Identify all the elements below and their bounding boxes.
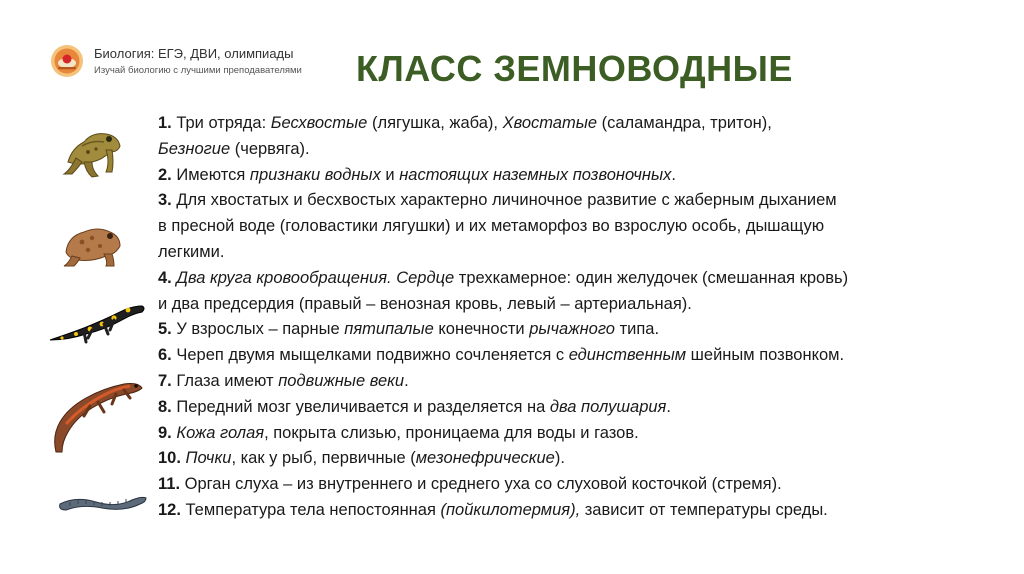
fact-item-continuation: [158, 240, 1008, 266]
brand-text: [94, 46, 302, 77]
fact-emphasis: Безногие: [158, 139, 231, 158]
caecilian-icon: [56, 486, 148, 516]
fact-number: 1.: [158, 114, 172, 132]
fact-item: [158, 421, 1008, 447]
fact-item: [158, 395, 1008, 421]
fact-text: типа.: [614, 320, 660, 339]
fact-text: .: [666, 397, 671, 416]
fact-text: Температура тела непостоянная: [180, 500, 441, 519]
fact-text: (саламандра, тритон),: [597, 114, 772, 132]
fact-emphasis: два полушария: [549, 397, 667, 416]
fact-text: У взрослых – парные: [171, 320, 345, 339]
fact-text: в пресной воде (головастики лягушки) и их метаморфоз во взрослую особь, дышащую: [158, 217, 825, 236]
fact-item: [158, 317, 1008, 343]
fact-text: и два предсердия (правый – венозная кровь, левый – артериальная).: [158, 294, 692, 313]
fact-text: Орган слуха – из внутреннего и среднего уха со слуховой косточкой (стремя).: [180, 475, 782, 494]
fact-emphasis: мезонефрические: [415, 449, 555, 468]
fact-text: зависит от температуры среды.: [580, 500, 828, 519]
fact-item: [158, 472, 1008, 498]
fact-number: 9.: [158, 423, 172, 442]
fact-item: [158, 266, 1008, 292]
fact-number: 4.: [158, 268, 172, 287]
fact-text: Имеются: [171, 165, 250, 184]
fact-emphasis: Два круга кровообращения.: [176, 268, 392, 287]
brand-logo-icon: [50, 44, 84, 78]
fact-text: , покрыта слизью, проницаема для воды и газов.: [264, 423, 639, 442]
fact-item: [158, 369, 1008, 395]
fact-text: Череп двумя мыщелками подвижно сочленяется с: [171, 346, 569, 365]
fact-emphasis: пятипалые: [344, 320, 434, 339]
animal-illustrations: [40, 110, 150, 550]
fact-number: 8.: [158, 397, 172, 416]
fact-text: Глаза имеют: [171, 371, 279, 390]
fact-item-continuation: [158, 137, 1008, 163]
fact-text: ).: [554, 449, 565, 468]
fact-emphasis: Кожа голая: [176, 423, 265, 442]
fact-item: [158, 111, 1008, 137]
toad-icon: [62, 218, 124, 268]
fact-text: и: [380, 165, 400, 184]
fact-text: конечности: [433, 320, 530, 339]
fact-number: 10.: [158, 449, 181, 468]
fact-text: (лягушка, жаба),: [367, 114, 503, 132]
fact-emphasis: (пойкилотермия),: [440, 500, 581, 519]
brand-tagline: Изучай биологию с лучшими преподавателями: [94, 64, 302, 76]
fact-item-continuation: [158, 214, 1008, 240]
fact-text: легкими.: [158, 242, 225, 261]
fact-emphasis: признаки водных: [249, 165, 381, 184]
fact-text: , как у рыб, первичные (: [231, 449, 416, 468]
fact-item: [158, 163, 1008, 189]
fact-emphasis: рычажного: [529, 320, 615, 339]
fact-text: Три отряда:: [171, 114, 271, 132]
fact-text: Для хвостатых и бесхвостых характерно личиночное развитие с жаберным дыханием: [171, 191, 837, 210]
fact-emphasis: Хвостатые: [502, 114, 598, 132]
fact-text: .: [671, 165, 676, 184]
fact-item-continuation: [158, 292, 1008, 318]
fact-emphasis: подвижные веки: [278, 371, 405, 390]
fact-text: шейным позвонком.: [686, 346, 845, 365]
newt-icon: [46, 376, 146, 456]
fact-text: Передний мозг увеличивается и разделяется на: [171, 397, 550, 416]
fact-emphasis: единственным: [568, 346, 687, 365]
fact-item: [158, 343, 1008, 369]
fact-number: 7.: [158, 371, 172, 390]
fact-text: (червяга).: [230, 139, 310, 158]
frog-icon: [62, 122, 124, 180]
fact-number: 2.: [158, 165, 172, 184]
fact-emphasis: Почки: [185, 449, 232, 468]
fact-number: 12.: [158, 500, 181, 519]
brand-header: [50, 44, 302, 78]
fact-text: трехкамерное: один желудочек (смешанная кровь): [454, 268, 849, 287]
facts-list: [158, 111, 1008, 524]
fact-emphasis: Сердце: [396, 268, 455, 287]
fact-item: [158, 498, 1008, 524]
fact-emphasis: настоящих наземных позвоночных: [399, 165, 672, 184]
page-title: КЛАСС ЗЕМНОВОДНЫЕ: [356, 48, 793, 89]
fact-text: .: [404, 371, 409, 390]
brand-name: Биология: ЕГЭ, ДВИ, олимпиады: [94, 45, 294, 61]
fact-number: 5.: [158, 320, 172, 339]
fact-item: [158, 188, 1008, 214]
fact-number: 6.: [158, 346, 172, 365]
fact-number: 3.: [158, 191, 172, 210]
fact-number: 11.: [158, 475, 181, 494]
fact-emphasis: Бесхвостые: [270, 114, 368, 132]
salamander-icon: [48, 300, 148, 344]
fact-item: [158, 446, 1008, 472]
